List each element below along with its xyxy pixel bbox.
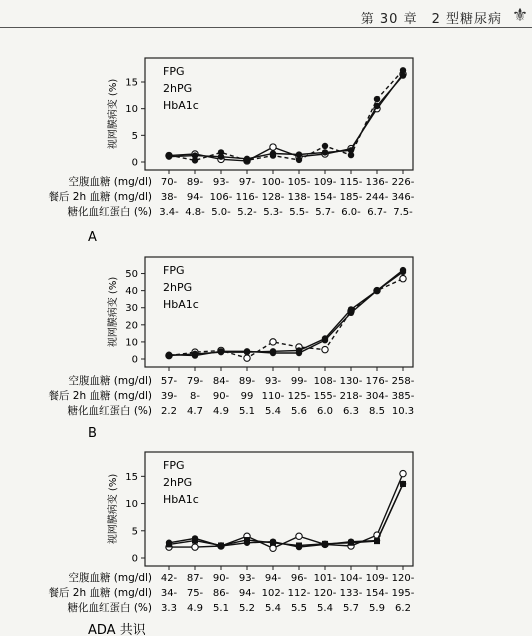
row-label: 空腹血糖 (mg/dl) <box>68 375 152 387</box>
series-marker <box>192 351 198 357</box>
series-marker <box>322 335 328 341</box>
series-marker <box>400 269 406 275</box>
row-cell: 94- <box>264 573 282 584</box>
y-tick-label: 30 <box>125 303 138 315</box>
row-cell: 75- <box>186 588 204 599</box>
legend-label: FPG <box>163 264 185 277</box>
row-cell: 5.2 <box>239 603 255 614</box>
row-cell: 6.7- <box>367 207 387 218</box>
y-axis-label: 视网膜病变 (%) <box>108 473 119 545</box>
row-cell: 3.3 <box>161 603 177 614</box>
row-cell: 34- <box>160 588 178 599</box>
y-tick-label: 20 <box>125 320 138 332</box>
series-marker <box>374 103 380 109</box>
row-cell: 38- <box>160 192 178 203</box>
row-cell: 115- <box>339 177 363 188</box>
row-cell: 195- <box>391 588 415 599</box>
row-cell: 79- <box>186 376 204 387</box>
row-cell: 94- <box>186 192 204 203</box>
row-cell: 4.9 <box>187 603 203 614</box>
series-line <box>169 70 403 160</box>
row-cell: 5.1 <box>239 406 255 417</box>
series-marker <box>270 348 276 354</box>
row-cell: 154- <box>365 588 389 599</box>
legend-label: 2hPG <box>163 82 193 95</box>
row-cell: 84- <box>212 376 230 387</box>
row-cell: 226- <box>391 177 415 188</box>
row-cell: 258- <box>391 376 415 387</box>
series-marker <box>374 287 380 293</box>
row-cell: 136- <box>365 177 389 188</box>
y-tick-label: 10 <box>125 337 138 349</box>
series-marker <box>218 542 224 548</box>
row-cell: 6.3 <box>343 406 359 417</box>
series-marker <box>296 542 302 548</box>
series-marker <box>322 541 328 547</box>
row-cell: 86- <box>212 588 230 599</box>
row-cell: 6.0 <box>317 406 333 417</box>
y-tick-label: 50 <box>125 269 138 281</box>
row-cell: 112- <box>287 588 311 599</box>
row-cell: 5.5- <box>289 207 309 218</box>
series-marker <box>270 540 276 546</box>
y-tick-label: 10 <box>125 499 138 511</box>
series-marker <box>322 143 328 149</box>
row-label: 空腹血糖 (mg/dl) <box>68 176 152 188</box>
row-cell: 8.5 <box>369 406 385 417</box>
row-cell: 5.7 <box>343 603 359 614</box>
row-cell: 346- <box>391 192 415 203</box>
row-label: 糖化血红蛋白 (%) <box>67 602 152 614</box>
series-marker <box>400 470 406 476</box>
legend-label: 2hPG <box>163 281 193 294</box>
row-cell: 4.8- <box>185 207 205 218</box>
series-marker <box>166 352 172 358</box>
row-cell: 6.2 <box>395 603 411 614</box>
row-cell: 6.0- <box>341 207 361 218</box>
row-cell: 93- <box>238 573 256 584</box>
series-line <box>169 272 403 356</box>
row-cell: 87- <box>186 573 204 584</box>
series-marker <box>374 96 380 102</box>
row-cell: 110- <box>261 391 285 402</box>
row-cell: 5.3- <box>263 207 283 218</box>
series-line <box>169 279 403 358</box>
row-cell: 2.2 <box>161 406 177 417</box>
series-marker <box>296 533 302 539</box>
series-marker <box>244 355 250 361</box>
series-marker <box>244 537 250 543</box>
row-cell: 102- <box>261 588 285 599</box>
row-cell: 5.4 <box>265 603 281 614</box>
series-marker <box>270 144 276 150</box>
row-cell: 39- <box>160 391 178 402</box>
series-marker <box>296 151 302 157</box>
row-cell: 176- <box>365 376 389 387</box>
row-cell: 42- <box>160 573 178 584</box>
series-marker <box>166 153 172 159</box>
row-cell: 104- <box>339 573 363 584</box>
y-axis-label: 视网膜病变 (%) <box>108 78 119 150</box>
row-cell: 4.7 <box>187 406 203 417</box>
row-cell: 5.1 <box>213 603 229 614</box>
series-marker <box>296 347 302 353</box>
series-marker <box>322 346 328 352</box>
series-marker <box>400 481 406 487</box>
row-cell: 90- <box>212 573 230 584</box>
series-marker <box>270 545 276 551</box>
series-marker <box>218 153 224 159</box>
row-cell: 105- <box>287 177 311 188</box>
row-cell: 385- <box>391 391 415 402</box>
row-cell: 106- <box>209 192 233 203</box>
series-marker <box>348 306 354 312</box>
row-label: 空腹血糖 (mg/dl) <box>68 572 152 584</box>
legend-label: FPG <box>163 65 185 78</box>
series-marker <box>244 349 250 355</box>
row-cell: 108- <box>313 376 337 387</box>
row-cell: 57- <box>160 376 178 387</box>
y-tick-label: 5 <box>131 526 138 538</box>
row-label: 糖化血红蛋白 (%) <box>67 405 152 417</box>
legend-label: HbA1c <box>163 99 199 112</box>
row-cell: 5.4 <box>317 603 333 614</box>
series-line <box>169 474 403 549</box>
row-cell: 120- <box>313 588 337 599</box>
footer-caption: ADA 共识 <box>88 623 146 636</box>
row-cell: 89- <box>186 177 204 188</box>
series-line <box>169 270 403 356</box>
series-marker <box>348 540 354 546</box>
row-cell: 99 <box>240 391 254 402</box>
row-label: 餐后 2h 血糖 (mg/dl) <box>48 587 152 599</box>
row-cell: 93- <box>264 376 282 387</box>
row-cell: 5.4 <box>265 406 281 417</box>
row-cell: 99- <box>290 376 308 387</box>
y-tick-label: 10 <box>125 104 138 116</box>
row-cell: 5.6 <box>291 406 307 417</box>
series-marker <box>192 544 198 550</box>
row-cell: 133- <box>339 588 363 599</box>
series-marker <box>400 275 406 281</box>
row-cell: 96- <box>290 573 308 584</box>
row-cell: 93- <box>212 177 230 188</box>
series-marker <box>244 156 250 162</box>
row-cell: 5.5 <box>291 603 307 614</box>
series-line <box>169 484 403 547</box>
row-cell: 94- <box>238 588 256 599</box>
row-cell: 155- <box>313 391 337 402</box>
row-label: 糖化血红蛋白 (%) <box>67 206 152 218</box>
row-cell: 138- <box>287 192 311 203</box>
row-cell: 97- <box>238 177 256 188</box>
row-cell: 154- <box>313 192 337 203</box>
series-marker <box>218 349 224 355</box>
y-tick-label: 0 <box>131 354 138 366</box>
panel-letter: A <box>88 230 97 245</box>
row-cell: 5.9 <box>369 603 385 614</box>
row-cell: 120- <box>391 573 415 584</box>
legend-label: 2hPG <box>163 476 193 489</box>
row-cell: 125- <box>287 391 311 402</box>
y-tick-label: 15 <box>125 471 138 483</box>
row-cell: 304- <box>365 391 389 402</box>
y-tick-label: 0 <box>131 157 138 169</box>
y-tick-label: 5 <box>131 130 138 142</box>
legend-label: HbA1c <box>163 298 199 311</box>
row-cell: 185- <box>339 192 363 203</box>
row-cell: 101- <box>313 573 337 584</box>
series-marker <box>192 538 198 544</box>
legend-label: HbA1c <box>163 493 199 506</box>
series-marker <box>322 149 328 155</box>
legend-label: FPG <box>163 459 185 472</box>
row-cell: 244- <box>365 192 389 203</box>
series-marker <box>270 339 276 345</box>
row-cell: 89- <box>238 376 256 387</box>
row-cell: 8- <box>190 391 200 402</box>
row-cell: 5.2- <box>237 207 257 218</box>
row-cell: 109- <box>365 573 389 584</box>
series-line <box>169 484 403 546</box>
fleur-de-lis-icon: ⚜ <box>511 5 528 26</box>
panel-letter: B <box>88 426 97 441</box>
row-label: 餐后 2h 血糖 (mg/dl) <box>48 390 152 402</box>
series-marker <box>270 150 276 156</box>
row-cell: 5.7- <box>315 207 335 218</box>
row-cell: 3.4- <box>159 207 179 218</box>
row-cell: 7.5- <box>393 207 413 218</box>
row-cell: 10.3 <box>391 406 415 417</box>
series-marker <box>166 541 172 547</box>
row-cell: 109- <box>313 177 337 188</box>
row-cell: 70- <box>160 177 178 188</box>
row-label: 餐后 2h 血糖 (mg/dl) <box>48 191 152 203</box>
series-marker <box>348 147 354 153</box>
plot-frame <box>145 452 413 566</box>
row-cell: 5.0- <box>211 207 231 218</box>
y-tick-label: 15 <box>125 77 138 89</box>
y-tick-label: 0 <box>131 553 138 565</box>
row-cell: 100- <box>261 177 285 188</box>
series-marker <box>192 152 198 158</box>
row-cell: 130- <box>339 376 363 387</box>
row-cell: 116- <box>235 192 259 203</box>
series-marker <box>374 538 380 544</box>
series-marker <box>400 72 406 78</box>
y-tick-label: 40 <box>125 286 138 298</box>
chapter-heading: 第 30 章 2 型糖尿病 <box>360 12 502 27</box>
row-cell: 4.9 <box>213 406 229 417</box>
row-cell: 128- <box>261 192 285 203</box>
row-cell: 90- <box>212 391 230 402</box>
y-axis-label: 视网膜病变 (%) <box>108 276 119 348</box>
row-cell: 218- <box>339 391 363 402</box>
